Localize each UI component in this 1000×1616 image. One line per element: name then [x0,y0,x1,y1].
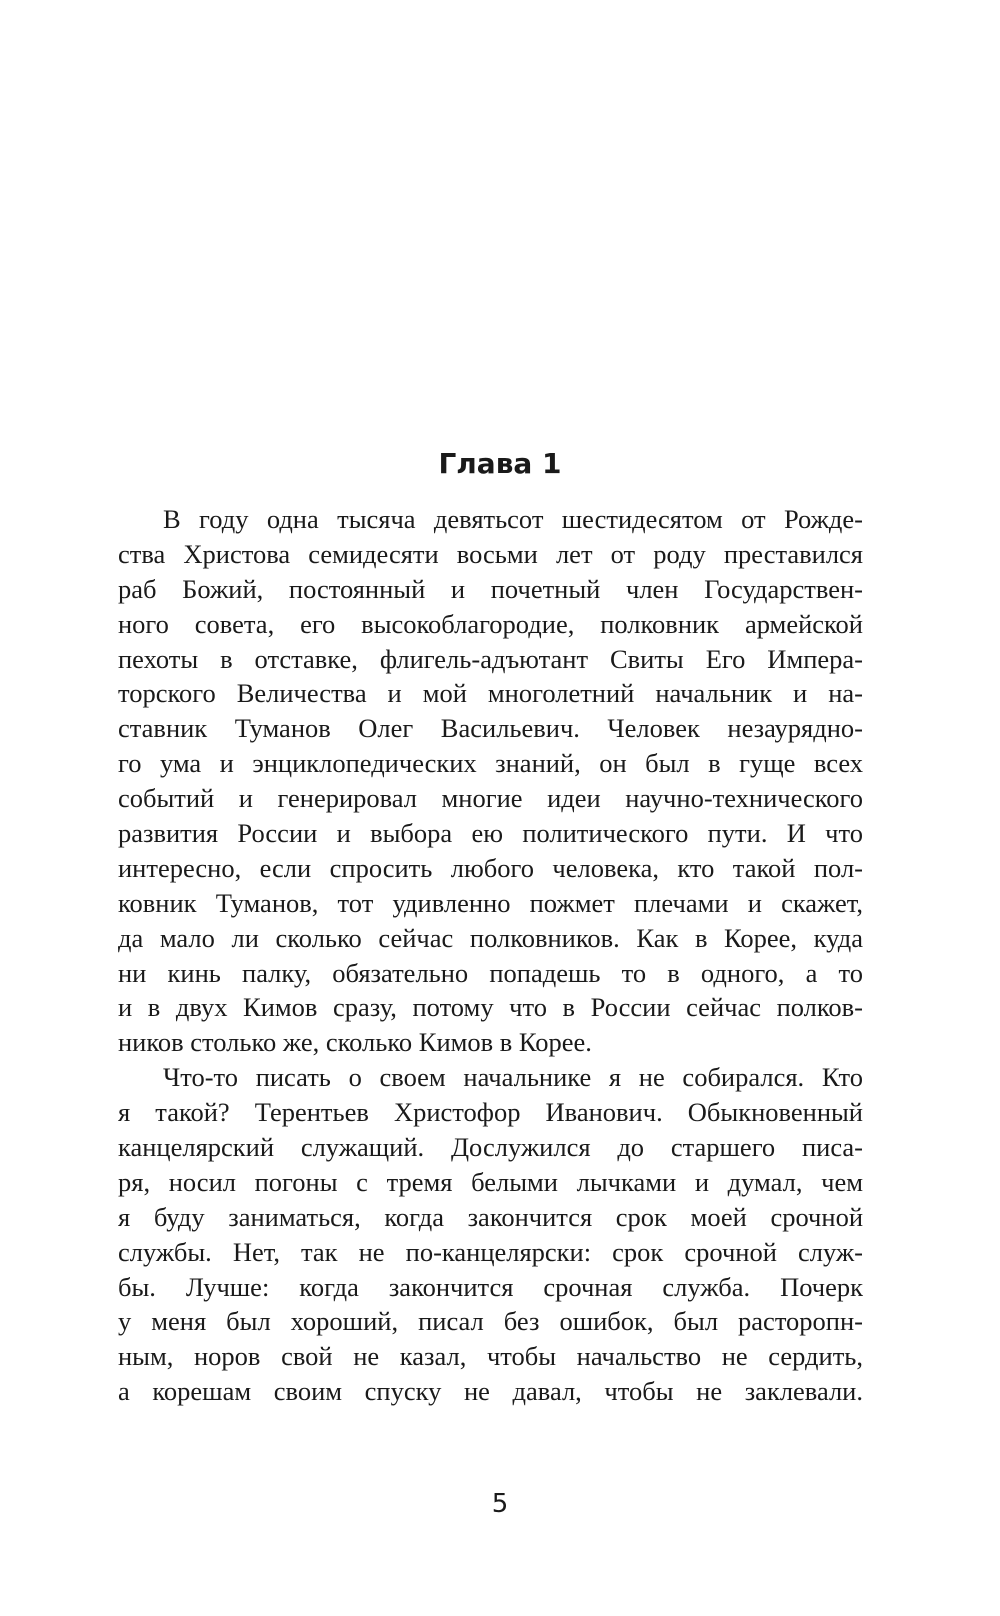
text-line: ни кинь палку, обязательно попадешь то в одного, а то [118,957,863,988]
text-line: событий и генерировал многие идеи научно-технического [118,783,863,814]
text-line: ников столько же, сколько Кимов в Корее. [118,1027,592,1058]
text-line: интересно, если спросить любого человека, кто такой пол- [118,852,863,883]
text-line: я такой? Терентьев Христофор Иванович. Обыкновенный [118,1097,863,1128]
text-line: ства Христова семидесяти восьми лет от роду преставился [118,538,863,569]
text-line: у меня был хороший, писал без ошибок, был расторопн- [118,1306,863,1337]
text-line: и в двух Кимов сразу, потому что в России сейчас полков- [118,992,863,1023]
text-line: торского Величества и мой многолетний начальник и на- [118,678,863,709]
text-line: ным, норов свой не казал, чтобы начальство не сердить, [118,1341,863,1372]
text-line: я буду заниматься, когда закончится срок моей срочной [118,1201,863,1232]
text-line: ставник Туманов Олег Васильевич. Человек незаурядно- [118,713,863,744]
text-line: канцелярский служащий. Дослужился до старшего писа- [118,1132,863,1163]
text-line: пехоты в отставке, флигель-адъютант Свиты Его Импера- [118,643,863,674]
text-line: ного совета, его высокоблагородие, полковник армейской [118,608,863,639]
text-line: раб Божий, постоянный и почетный член Государствен- [118,573,863,604]
text-line: ковник Туманов, тот удивленно пожмет плечами и скажет, [118,887,863,918]
text-line: службы. Нет, так не по-канцелярски: срок срочной служ- [118,1236,863,1267]
text-line: В году одна тысяча девятьсот шестидесятом от Рожде- [163,504,863,534]
text-line: бы. Лучше: когда закончится срочная служба. Почерк [118,1271,863,1302]
text-line: го ума и энциклопедических знаний, он был в гуще всех [118,748,863,779]
text-line: развития России и выбора ею политического пути. И что [118,818,863,849]
text-line: Что-то писать о своем начальнике я не собирался. Кто [163,1062,863,1093]
page-number: 5 [491,1489,509,1519]
chapter-title: Глава 1 [438,447,562,480]
text-line: да мало ли сколько сейчас полковников. Как в Корее, куда [118,922,863,953]
text-line: а корешам своим спуску не давал, чтобы не заклевали. [118,1376,863,1407]
body-text [118,502,863,1409]
text-line: ря, носил погоны с тремя белыми лычками и думал, чем [118,1166,863,1197]
